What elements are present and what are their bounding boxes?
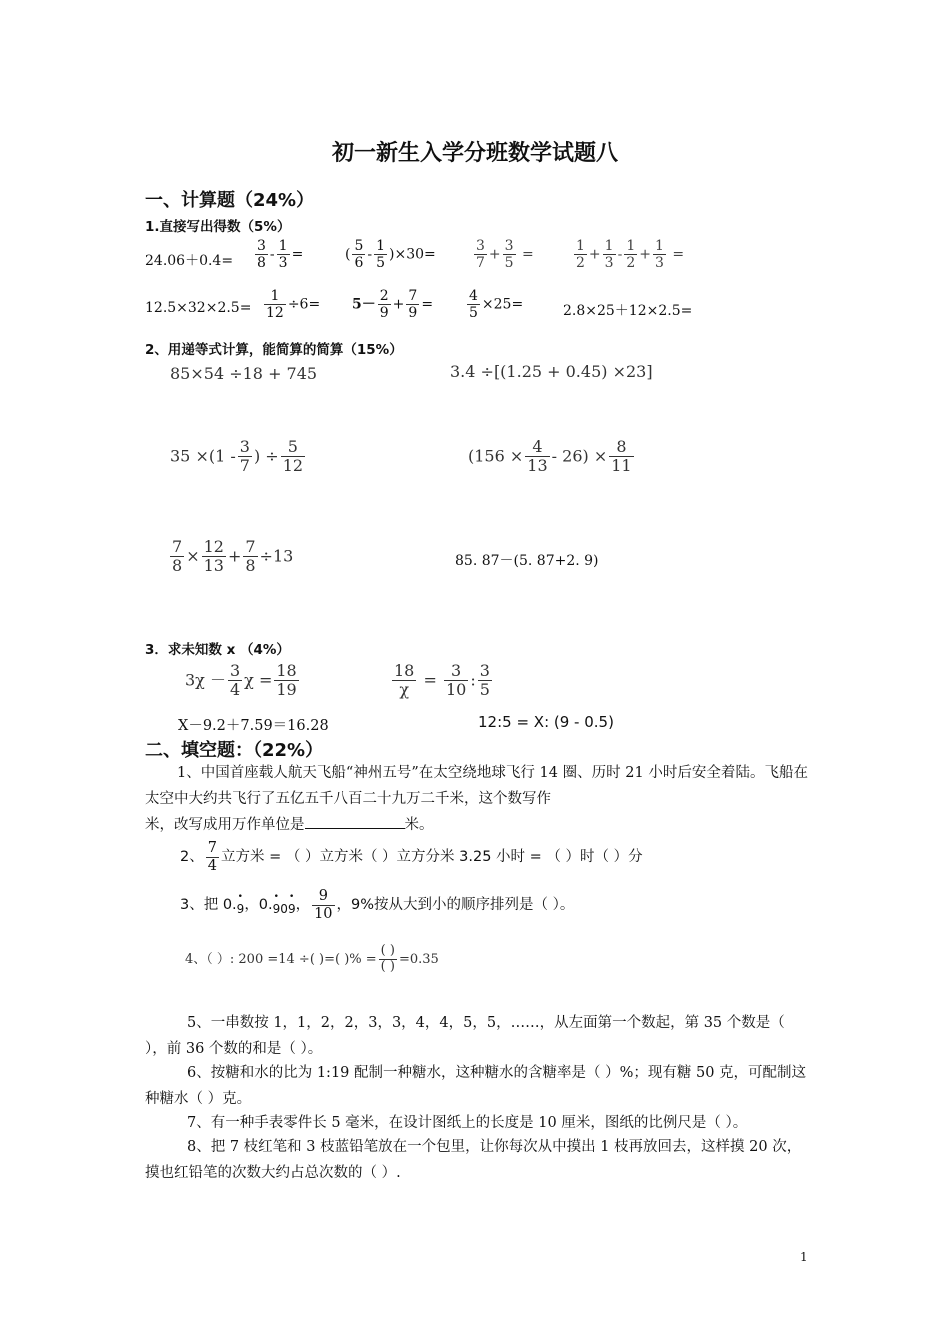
q2-heading: 2、用递等式计算，能简算的简算（15%）: [145, 342, 403, 358]
fraction: $\frac{2}{9}$: [379, 288, 389, 322]
fill-q3: 3、把 0.• $_9$，0.• $_{90}$• $_9$， $\frac{9}{10}$ ，9%按从大到小的顺序排列是（ ）。: [180, 888, 574, 922]
fill-q1: 1、中国首座载人航天飞船“神州五号”在太空绕地球飞行 14 圈、历时 21 小时后安全着陆。飞船在太空中大约共飞行了五亿五千八百二十九万二千米，这个数写作 米，改写成用万作单位是 米。: [145, 765, 808, 833]
fraction: $\frac{1}{12}$: [266, 288, 284, 322]
q2-expr-6: 85. 87－(5. 87+2. 9): [455, 553, 599, 569]
q2-expr-2: 3.4 ÷[(1.25 + 0.45) ×23]: [450, 362, 653, 381]
q1-r1-c: ( $\frac{5}{6}$ - $\frac{1}{5}$ )×30=: [345, 238, 436, 272]
fraction: $\frac{7}{8}$: [245, 537, 256, 576]
page-title: 初一新生入学分班数学试题八: [331, 141, 618, 166]
fraction: $\frac{18}{19}$: [276, 661, 297, 700]
fraction: $\frac{1}{2}$: [626, 238, 636, 272]
q3-expr-2: $\frac{18}{\chi}$ = $\frac{3}{10}$ : $\frac{3}{5}$: [394, 661, 490, 700]
q1-r1-a: 24.06＋0.4=: [145, 253, 234, 269]
fraction: $\frac{18}{\chi}$: [394, 661, 415, 700]
fraction: $\frac{1}{3}$: [654, 238, 664, 272]
fraction: $\frac{1}{3}$: [278, 238, 288, 272]
fraction: $\frac{3}{4}$: [229, 661, 241, 700]
fill-q7: 7、有一种手表零件长 5 毫米，在设计图纸上的长度是 10 厘米，图纸的比例尺是（ ）。: [187, 1115, 748, 1131]
q3-expr-3: X－9.2＋7.59＝16.28: [178, 718, 329, 734]
section2-heading: 二、填空题：（22%）: [145, 740, 324, 761]
fraction: $\frac{4}{13}$: [527, 437, 548, 476]
q3-expr-4: 12:5 = X: (9 - 0.5): [478, 713, 614, 731]
fraction: $\frac{3}{5}$: [504, 238, 514, 272]
q3-expr-1: 3χ － $\frac{3}{4}$ χ = $\frac{18}{19}$: [185, 661, 297, 700]
fraction: $\frac{3}{7}$: [476, 238, 485, 272]
q1-r2-b: $\frac{1}{12}$ ÷6=: [266, 288, 321, 322]
q2-expr-3: 35 ×(1 - $\frac{3}{7}$ ) ÷ $\frac{5}{12}$: [170, 437, 304, 476]
fill-q2: 2、 $\frac{7}{4}$ 立方米 = （ ）立方米（ ）立方分米 3.25 小时 = （ ）时（ ）分: [180, 840, 643, 874]
fraction: $\frac{12}{13}$: [203, 537, 224, 576]
fraction: $\frac{1}{5}$: [376, 238, 386, 272]
fraction: $\frac{4}{5}$: [469, 288, 478, 322]
fill-q6: 6、按糖和水的比为 1:19 配制一种糖水，这种糖水的含糖率是（ ）%；现有糖 50 克，可配制这种糖水（ ）克。: [145, 1065, 807, 1107]
fraction: $\frac{9}{10}$: [314, 888, 333, 922]
fraction: $\frac{7}{9}$: [408, 288, 418, 322]
answer-blank[interactable]: [305, 814, 405, 829]
fill-q5: 5、一串数按 1，1，2，2，3，3，4，4，5，5，……，从左面第一个数起，第 35 个数是（ ），前 36 个数的和是（ ）。: [145, 1015, 785, 1057]
q2-expr-1: 85×54 ÷18 + 745: [170, 364, 318, 383]
q1-r1-d: $\frac{3}{7}$ + $\frac{3}{5}$ =: [476, 238, 534, 272]
fraction: $\frac{1}{2}$: [576, 238, 585, 272]
fraction: $\frac{( )}{( )}$: [380, 943, 395, 974]
q1-heading: 1.直接写出得数（5%）: [145, 219, 291, 235]
fraction: $\frac{3}{8}$: [257, 238, 266, 272]
fraction: $\frac{5}{6}$: [354, 238, 364, 272]
fraction: $\frac{3}{7}$: [239, 437, 250, 476]
q1-r1-e: $\frac{1}{2}$ + $\frac{1}{3}$ - $\frac{1}{2}$ + $\frac{1}{3}$ =: [576, 238, 685, 272]
q1-r2-c: 5－ $\frac{2}{9}$ + $\frac{7}{9}$ =: [352, 288, 434, 322]
page-number: 1: [800, 1250, 808, 1264]
q1-r2-a: 12.5×32×2.5=: [145, 300, 252, 316]
fraction: $\frac{7}{4}$: [207, 840, 217, 874]
fraction: $\frac{3}{10}$: [445, 661, 467, 700]
q3-heading: 3．求未知数 x （4%）: [145, 642, 290, 658]
fraction: $\frac{7}{8}$: [172, 537, 183, 576]
q1-r1-b: $\frac{3}{8}$ - $\frac{1}{3}$ =: [257, 238, 304, 272]
fill-q4: 4、（ ）: 200 =14 ÷( )=( )% = $\frac{( )}{( )}$ =0.35: [185, 943, 439, 974]
fraction: $\frac{5}{12}$: [282, 437, 304, 476]
q1-r2-e: 2.8×25＋12×2.5=: [563, 303, 693, 319]
fraction: $\frac{1}{3}$: [604, 238, 614, 272]
q2-expr-5: $\frac{7}{8}$ × $\frac{12}{13}$ + $\frac{7}{8}$ ÷13: [172, 537, 294, 576]
fraction: $\frac{3}{5}$: [479, 661, 490, 700]
fraction: $\frac{8}{11}$: [611, 437, 632, 476]
q2-expr-4: (156 × $\frac{4}{13}$ - 26) × $\frac{8}{11}$: [468, 437, 632, 476]
q1-r2-d: $\frac{4}{5}$ ×25=: [469, 288, 524, 322]
fill-q8: 8、把 7 枝红笔和 3 枝蓝铅笔放在一个包里，让你每次从中摸出 1 枝再放回去，这样摸 20 次，摸也红铅笔的次数大约占总次数的（ ）.: [145, 1139, 802, 1181]
section1-heading: 一、计算题（24%）: [145, 190, 315, 211]
